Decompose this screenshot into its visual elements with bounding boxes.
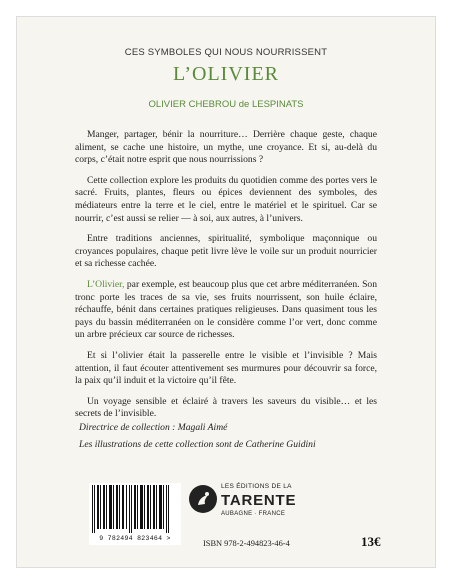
book-title: L’OLIVIER bbox=[172, 63, 280, 85]
publisher-block bbox=[187, 477, 307, 537]
illustrations-credit: Les illustrations de cette collection sont de Catherine Guidini bbox=[79, 439, 316, 450]
author-name: OLIVIER CHEBROU de LESPINATS bbox=[148, 99, 304, 110]
publisher-location: AUBAGNE · FRANCE bbox=[221, 511, 286, 517]
blurb bbox=[75, 129, 377, 429]
barcode-bars bbox=[89, 483, 181, 533]
barcode-digits: 9 782494 823464 > bbox=[99, 535, 171, 542]
series-title: CES SYMBOLES QUI NOUS NOURRISSENT bbox=[124, 47, 328, 58]
blurb-paragraph-3: Entre traditions anciennes, spiritualité, symbolique maçonnique ou croyances populaires, chaque petit livre lève le voile sur un produit nourricier et sa richesse cachée. bbox=[75, 233, 377, 270]
blurb-paragraph-4-rest: par exemple, est beaucoup plus que cet arbre méditerranéen. Son tronc porte les traces de sa vie, ses fruits nourrissent, son huile éclaire, réchauffe, bénit dans certaines pratiques religieuses. Dans quasiment tous les pays du bassin méditerranéen on le considère comme l’or vert, donc comme un arbre précieux car source de richesses. bbox=[75, 278, 377, 341]
collection-director: Directrice de collection : Magali Aimé bbox=[79, 422, 228, 433]
olivier-highlight: L’Olivier, bbox=[87, 278, 125, 290]
blurb-paragraph-2: Cette collection explore les produits du quotidien comme des portes vers le sacré. Fruits, plantes, fleurs ou épices deviennent des symboles, des médiateurs entre la terre et le ciel, entre le matériel et le spirituel. Car se nourrir, c’est aussi se relier — à soi, aux autres, à l’univers. bbox=[75, 174, 377, 224]
publisher-line-1: LES ÉDITIONS DE LA bbox=[221, 483, 292, 490]
publisher-logo-icon bbox=[189, 485, 217, 513]
publisher-name: TARENTE bbox=[221, 492, 297, 509]
isbn: ISBN 978-2-494823-46-4 bbox=[203, 539, 290, 548]
book-back-cover bbox=[16, 16, 436, 568]
credits bbox=[79, 419, 399, 453]
barcode bbox=[89, 483, 181, 545]
blurb-paragraph-4 bbox=[75, 279, 377, 342]
blurb-paragraph-6: Un voyage sensible et éclairé à travers les saveurs du visible… et les secrets de l’invisible. bbox=[75, 395, 377, 420]
blurb-paragraph-1: Manger, partager, bénir la nourriture… Derrière chaque geste, chaque aliment, se cache une histoire, un mythe, une croyance. Et si, au-delà du corps, c’était notre esprit que nous nourrissions ? bbox=[75, 129, 377, 166]
blurb-paragraph-5: Et si l’olivier était la passerelle entre le visible et l’invisible ? Mais attention, il faut écouter attentivement ses murmures pour découvrir sa force, la paix qu’il induit et la victoire qu’il fête. bbox=[75, 349, 377, 387]
price: 13€ bbox=[361, 534, 381, 549]
